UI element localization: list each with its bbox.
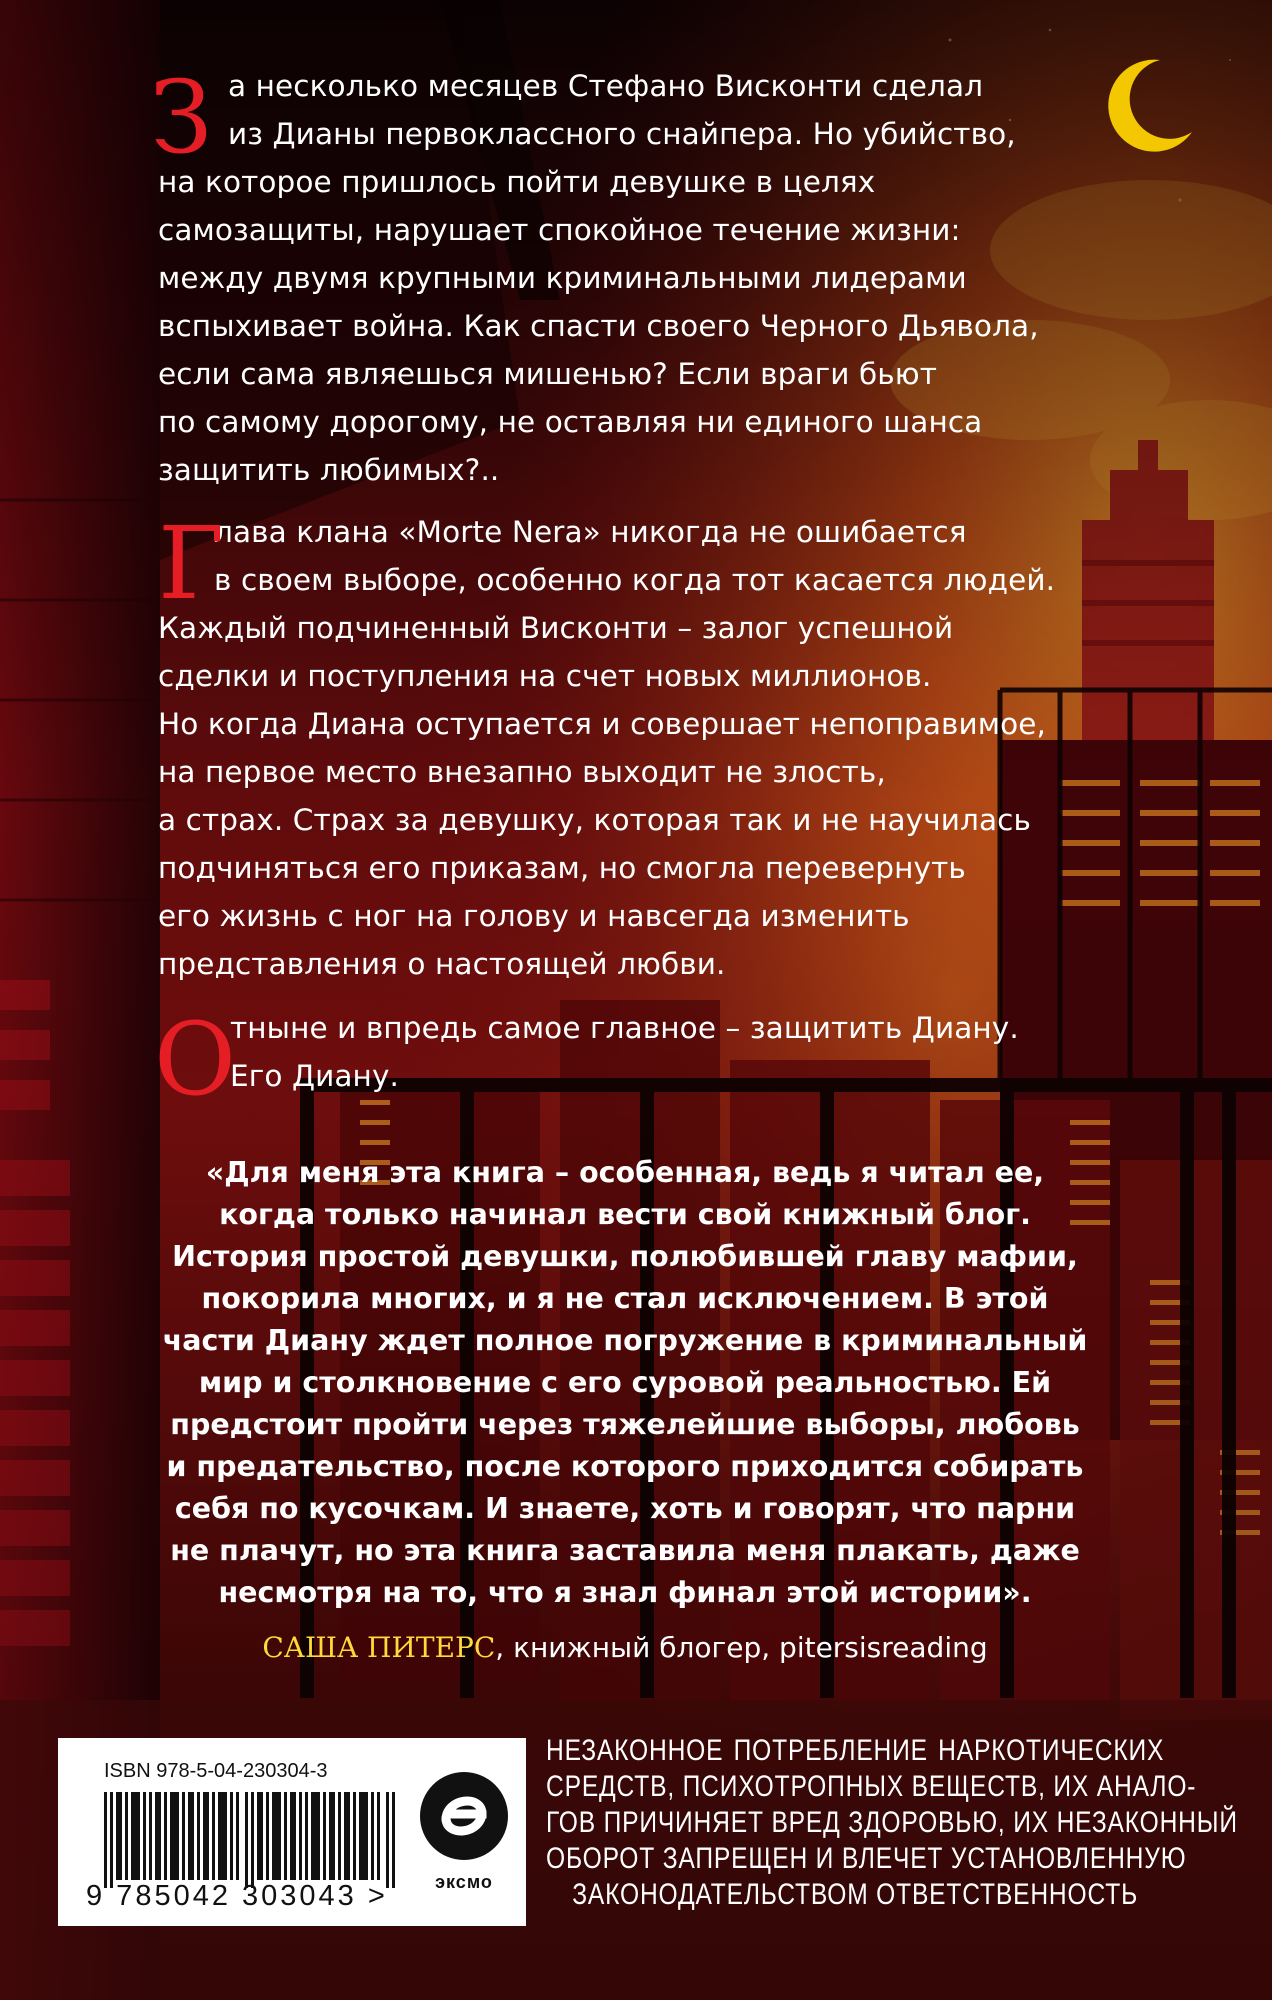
blogger-quote xyxy=(150,1152,1100,1614)
blurb-line: а несколько месяцев Стефано Висконти сделал xyxy=(228,69,984,103)
blurb-line: между двумя крупными криминальными лидерами xyxy=(158,261,967,295)
dropcap-1: З xyxy=(150,59,213,176)
blurb-line: лава клана «Morte Nera» никогда не ошибается xyxy=(214,515,967,549)
quote-line: несмотря на то, что я знал финал этой истории». xyxy=(218,1576,1032,1609)
quote-line: части Диану ждет полное погружение в криминальный xyxy=(162,1324,1088,1357)
isbn-number: ISBN 978-5-04-230304-3 xyxy=(104,1760,328,1782)
quote-line: и предательство, после которого приходится собирать xyxy=(166,1450,1084,1483)
dropcap-3: О xyxy=(154,1001,237,1118)
blurb-line: из Дианы первоклассного снайпера. Но убийство, xyxy=(228,117,1016,151)
blurb-line: представления о настоящей любви. xyxy=(158,947,726,981)
blurb-line: Но когда Диана оступается и совершает непоправимое, xyxy=(158,707,1047,741)
warning-line: ОБОРОТ ЗАПРЕЩЕН И ВЛЕЧЕТ УСТАНОВЛЕННУЮ xyxy=(546,1842,1187,1875)
warning-line: ГОВ ПРИЧИНЯЕТ ВРЕД ЗДОРОВЬЮ, ИХ НЕЗАКОННЫЙ xyxy=(546,1806,1238,1839)
warning-line: СРЕДСТВ, ПСИХОТРОПНЫХ ВЕЩЕСТВ, ИХ АНАЛО- xyxy=(546,1770,1197,1803)
blurb-line: в своем выборе, особенно когда тот касается людей. xyxy=(214,563,1056,597)
quote-author-name: САША ПИТЕРС xyxy=(262,1631,496,1664)
blurb-line: его жизнь с ног на голову и навсегда изменить xyxy=(158,899,910,933)
dropcap-2: Г xyxy=(158,505,225,622)
blurb-line: подчиняться его приказам, но смогла перевернуть xyxy=(158,851,966,885)
blurb-line: защитить любимых?.. xyxy=(158,453,500,487)
warning-line: ЗАКОНОДАТЕЛЬСТВОМ ОТВЕТСТВЕННОСТЬ xyxy=(572,1878,1139,1911)
quote-attribution xyxy=(150,1628,1100,1668)
barcode-icon xyxy=(104,1792,404,1888)
blurb-line: а страх. Страх за девушку, которая так и не научилась xyxy=(158,803,1031,837)
blurb-line: Его Диану. xyxy=(230,1059,399,1093)
blurb-line: самозащиты, нарушает спокойное течение жизни: xyxy=(158,213,961,247)
blurb-line: на первое место внезапно выходит не злость, xyxy=(158,755,886,789)
warning-line: НЕЗАКОННОЕ ПОТРЕБЛЕНИЕ НАРКОТИЧЕСКИХ xyxy=(546,1734,1165,1767)
blurb-paragraph-1 xyxy=(150,59,1088,494)
blurb-line: по самому дорогому, не оставляя ни единого шанса xyxy=(158,405,983,439)
publisher-name: эксмо xyxy=(435,1872,493,1892)
quote-line: когда только начинал вести свой книжный блог. xyxy=(219,1198,1031,1231)
blurb-line: на которое пришлось пойти девушке в целях xyxy=(158,165,876,199)
quote-line: себя по кусочкам. И знаете, хоть и говорят, что парни xyxy=(174,1492,1076,1525)
quote-line: предстоит пройти через тяжелейшие выборы, любовь xyxy=(170,1408,1080,1441)
blurb-paragraph-2 xyxy=(158,505,1088,988)
blurb-line: если сама являешься мишенью? Если враги бьют xyxy=(158,357,937,391)
quote-line: не плачут, но эта книга заставила меня плакать, даже xyxy=(170,1534,1080,1567)
moon-icon xyxy=(1098,54,1198,154)
barcode-digits: 9 785042 303043 > xyxy=(86,1880,388,1912)
eksmo-logo-icon xyxy=(416,1768,512,1864)
quote-author-description: , книжный блогер, pitersisreading xyxy=(495,1631,988,1664)
quote-line: покорила многих, и я не стал исключением. В этой xyxy=(201,1282,1049,1315)
blurb-line: Каждый подчиненный Висконти – залог успешной xyxy=(158,611,954,645)
quote-line: История простой девушки, полюбившей главу мафии, xyxy=(172,1240,1078,1273)
quote-line: «Для меня эта книга – особенная, ведь я читал ее, xyxy=(205,1156,1045,1189)
blurb-line: тныне и впредь самое главное – защитить Диану. xyxy=(230,1011,1019,1045)
blurb-line: вспыхивает война. Как спасти своего Черного Дьявола, xyxy=(158,309,1039,343)
barcode-panel xyxy=(58,1738,526,1926)
quote-line: мир и столкновение с его суровой реальностью. Ей xyxy=(198,1366,1052,1399)
blurb-paragraph-3 xyxy=(154,1001,1088,1118)
blurb-line: сделки и поступления на счет новых миллионов. xyxy=(158,659,932,693)
legal-warning xyxy=(546,1733,1238,1913)
